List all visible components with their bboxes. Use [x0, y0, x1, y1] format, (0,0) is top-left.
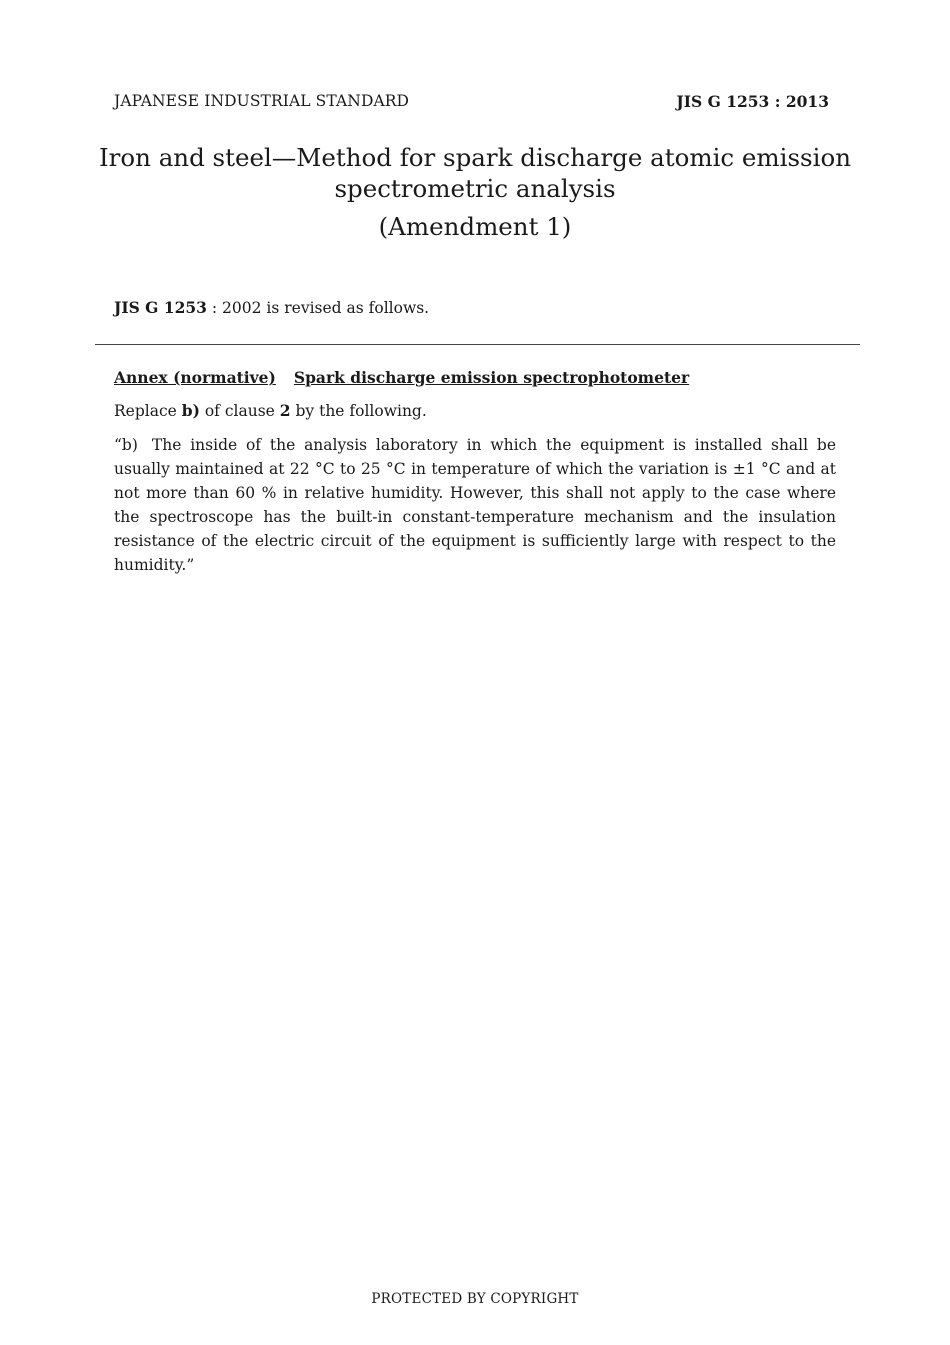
- replace-item: b): [181, 401, 200, 420]
- revision-text: : 2002 is revised as follows.: [206, 299, 430, 317]
- revision-code: JIS G 1253: [114, 298, 207, 317]
- item-b-label: “b): [114, 436, 138, 454]
- replace-post: by the following.: [290, 402, 427, 420]
- annex-title: Spark discharge emission spectrophotometer: [293, 368, 690, 387]
- document-title: [90, 142, 860, 204]
- replace-pre: Replace: [114, 402, 182, 420]
- annex-label: Annex (normative): [114, 368, 276, 387]
- amendment-label: (Amendment 1): [378, 212, 572, 241]
- annex-heading: [114, 368, 689, 387]
- revision-statement: [114, 298, 429, 317]
- replace-clause: 2: [279, 401, 291, 420]
- item-b-text: The inside of the analysis laboratory in which the equipment is installed shall be usually maintained at 22 °C to 25 °C in temperature of which the variation is ±1 °C and at not more than 60 % in relative humidity. However, this shall not apply to the case where the spectroscope has the built-in constant-temperature mechanism and the insulation resistance of the electric circuit of the equipment is sufficiently large with respect to the humidity.”: [114, 436, 836, 574]
- horizontal-divider: [95, 344, 860, 345]
- copyright-footer: PROTECTED BY COPYRIGHT: [371, 1291, 579, 1307]
- item-b-paragraph: [114, 433, 836, 577]
- replace-mid: of clause: [199, 402, 280, 420]
- replace-instruction: [114, 401, 427, 420]
- title-line-2: spectrometric analysis: [334, 174, 616, 203]
- standard-header: JAPANESE INDUSTRIAL STANDARD: [114, 92, 410, 110]
- title-line-1: Iron and steel—Method for spark discharge atomic emission: [98, 143, 851, 172]
- standard-number: JIS G 1253 : 2013: [676, 92, 829, 111]
